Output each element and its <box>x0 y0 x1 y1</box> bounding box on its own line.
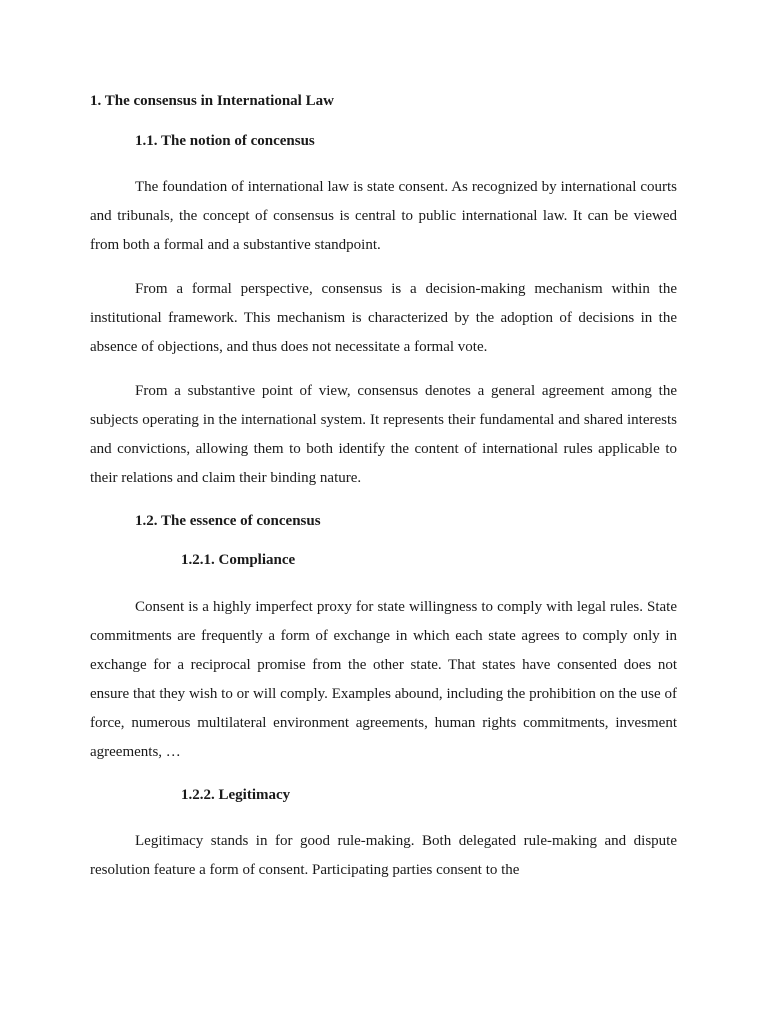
paragraph-text: From a formal perspective, consensus is a decision-making mechanism within the institutional framework. This mechanism is characterized by the adoption of decisions in the absence of objections, and thus does not necessitate a formal vote. <box>90 281 677 355</box>
paragraph-text: Legitimacy stands in for good rule-making. Both delegated rule-making and dispute resolution feature a form of consent. Participating parties consent to the <box>90 833 677 878</box>
subsection-heading-1-1: 1.1. The notion of concensus <box>135 133 315 149</box>
paragraph-legitimacy <box>90 827 677 885</box>
subsubsection-heading-legitimacy: 1.2.2. Legitimacy <box>181 787 291 803</box>
subsubsection-heading-compliance: 1.2.1. Compliance <box>181 552 296 568</box>
subsection-heading-1-2: 1.2. The essence of concensus <box>135 513 321 529</box>
paragraph-foundation <box>90 173 677 260</box>
paragraph-text: The foundation of international law is state consent. As recognized by international courts and tribunals, the concept of consensus is central to public international law. It can be viewed from both a formal and a substantive standpoint. <box>90 179 677 253</box>
paragraph-compliance <box>90 593 677 767</box>
paragraph-text: Consent is a highly imperfect proxy for state willingness to comply with legal rules. State commitments are frequently a form of exchange in which each state agrees to comply only in exchange for a reciprocal promise from the other state. That states have consented does not ensure that they wish to or will comply. Examples abound, including the prohibition on the use of force, numerous multilateral environment agreements, human rights commitments, invesment agreements, … <box>90 599 677 760</box>
paragraph-formal-perspective <box>90 275 677 362</box>
section-heading-1: 1. The consensus in International Law <box>90 93 334 109</box>
paragraph-substantive-view <box>90 377 677 493</box>
paragraph-text: From a substantive point of view, consensus denotes a general agreement among the subjects operating in the international system. It represents their fundamental and shared interests and convictions, allowing them to both identify the content of international rules applicable to their relations and claim their binding nature. <box>90 383 677 486</box>
